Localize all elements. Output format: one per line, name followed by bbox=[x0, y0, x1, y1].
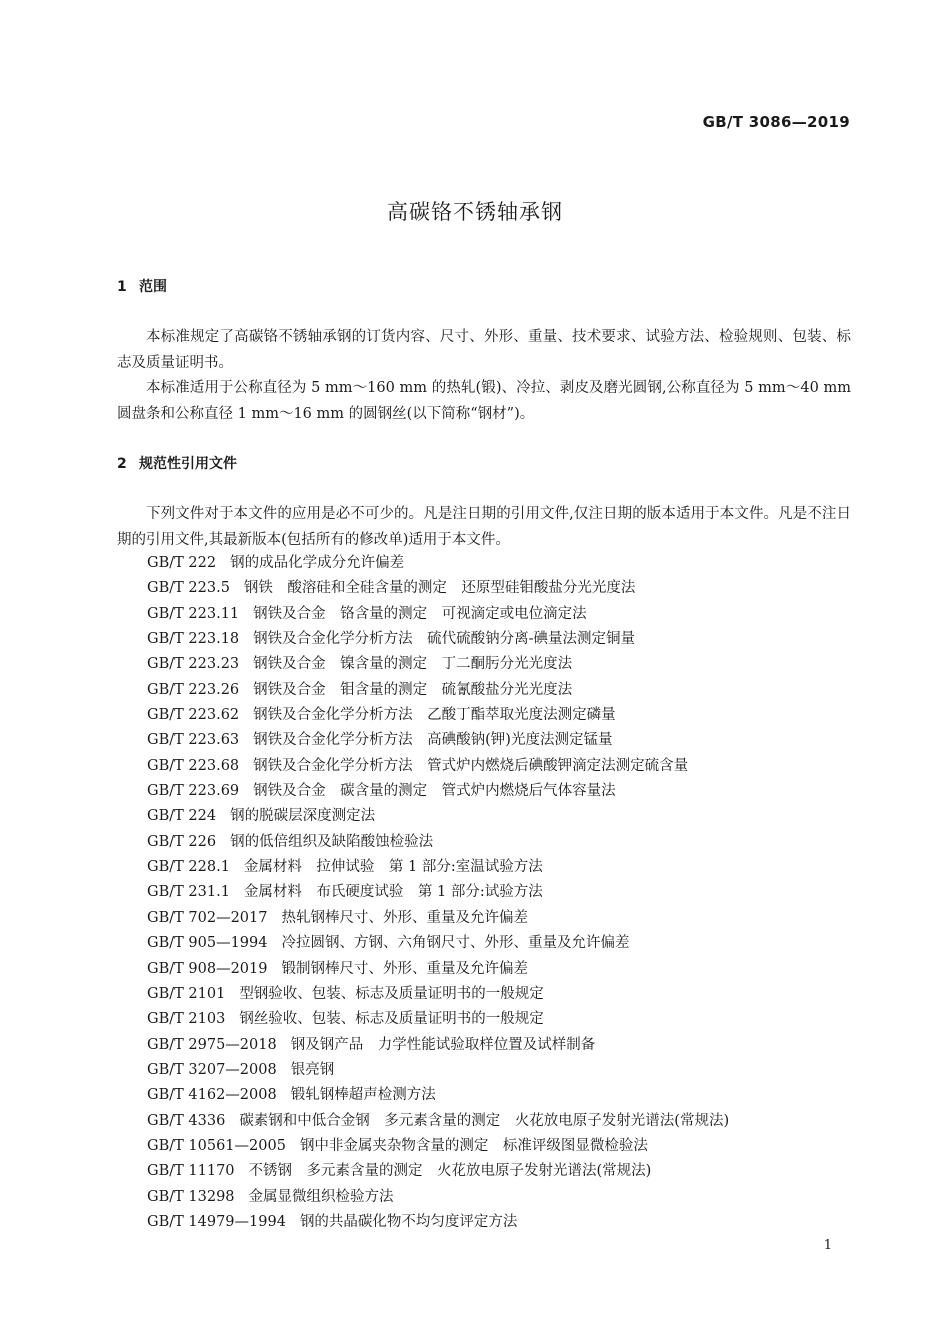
reference-code: GB/T 905—1994 bbox=[147, 935, 268, 952]
reference-item bbox=[147, 880, 729, 905]
reference-code: GB/T 4336 bbox=[147, 1112, 226, 1129]
reference-item bbox=[147, 627, 729, 652]
reference-code: GB/T 2103 bbox=[147, 1011, 226, 1028]
scope-paragraph-2: 本标准适用于公称直径为 5 mm～160 mm 的热轧(锻)、冷拉、剥皮及磨光圆钢,公称直径为 5 mm～40 mm 圆盘条和公称直径 1 mm～16 mm 的圆钢丝(以下简称“钢材”)。 bbox=[117, 380, 851, 422]
section-title: 范围 bbox=[139, 279, 167, 295]
section-heading-normative-references bbox=[117, 454, 237, 474]
section-number: 1 bbox=[117, 279, 127, 295]
reference-code: GB/T 4162—2008 bbox=[147, 1087, 277, 1104]
reference-item bbox=[147, 982, 729, 1007]
reference-title: 钢中非金属夹杂物含量的测定 标准评级图显微检验法 bbox=[299, 1137, 648, 1154]
reference-title: 型钢验收、包装、标志及质量证明书的一般规定 bbox=[239, 985, 544, 1002]
reference-code: GB/T 224 bbox=[147, 808, 217, 825]
reference-code: GB/T 231.1 bbox=[147, 884, 230, 901]
reference-code: GB/T 223.62 bbox=[147, 707, 240, 724]
reference-item bbox=[147, 728, 729, 753]
section-heading-scope bbox=[117, 277, 167, 297]
reference-title: 钢铁及合金 钼含量的测定 硫氰酸盐分光光度法 bbox=[253, 681, 573, 698]
reference-title: 锻轧钢棒超声检测方法 bbox=[290, 1087, 436, 1104]
reference-title: 钢铁及合金 碳含量的测定 管式炉内燃烧后气体容量法 bbox=[253, 783, 616, 800]
reference-title: 金属材料 拉伸试验 第 1 部分:室温试验方法 bbox=[243, 859, 543, 876]
reference-item bbox=[147, 1185, 729, 1210]
reference-code: GB/T 226 bbox=[147, 833, 217, 850]
reference-item bbox=[147, 779, 729, 804]
reference-title: 冷拉圆钢、方钢、六角钢尺寸、外形、重量及允许偏差 bbox=[281, 935, 630, 952]
reference-title: 金属材料 布氏硬度试验 第 1 部分:试验方法 bbox=[243, 884, 543, 901]
reference-code: GB/T 223.11 bbox=[147, 605, 240, 622]
reference-item bbox=[147, 754, 729, 779]
reference-item bbox=[147, 1083, 729, 1108]
reference-title: 锻制钢棒尺寸、外形、重量及允许偏差 bbox=[281, 960, 528, 977]
reference-item bbox=[147, 703, 729, 728]
reference-title: 钢铁及合金 铬含量的测定 可视滴定或电位滴定法 bbox=[253, 605, 587, 622]
reference-code: GB/T 223.18 bbox=[147, 631, 240, 648]
reference-code: GB/T 223.63 bbox=[147, 732, 240, 749]
reference-title: 钢及钢产品 力学性能试验取样位置及试样制备 bbox=[290, 1036, 596, 1053]
reference-code: GB/T 223.23 bbox=[147, 656, 240, 673]
reference-code: GB/T 2975—2018 bbox=[147, 1036, 277, 1053]
reference-title: 钢的低倍组织及缺陷酸蚀检验法 bbox=[230, 833, 434, 850]
section-number: 2 bbox=[117, 456, 127, 472]
reference-code: GB/T 13298 bbox=[147, 1188, 235, 1205]
reference-item bbox=[147, 652, 729, 677]
standard-code: GB/T 3086—2019 bbox=[702, 113, 850, 131]
reference-item bbox=[147, 906, 729, 931]
reference-item bbox=[147, 1007, 729, 1032]
reference-code: GB/T 2101 bbox=[147, 985, 226, 1002]
reference-item bbox=[147, 576, 729, 601]
reference-title: 钢铁及合金化学分析方法 硫代硫酸钠分离-碘量法测定铜量 bbox=[253, 631, 636, 648]
reference-title: 钢铁及合金化学分析方法 乙酸丁酯萃取光度法测定磷量 bbox=[253, 707, 616, 724]
reference-item bbox=[147, 551, 729, 576]
reference-item bbox=[147, 855, 729, 880]
reference-code: GB/T 702—2017 bbox=[147, 909, 268, 926]
reference-code: GB/T 10561—2005 bbox=[147, 1137, 286, 1154]
reference-title: 钢铁 酸溶硅和全硅含量的测定 还原型硅钼酸盐分光光度法 bbox=[243, 580, 636, 597]
reference-code: GB/T 223.69 bbox=[147, 783, 240, 800]
reference-title: 钢的脱碳层深度测定法 bbox=[230, 808, 376, 825]
reference-code: GB/T 908—2019 bbox=[147, 960, 268, 977]
reference-item bbox=[147, 602, 729, 627]
reference-title: 钢的成品化学成分允许偏差 bbox=[230, 555, 405, 571]
reference-title: 热轧钢棒尺寸、外形、重量及允许偏差 bbox=[281, 909, 528, 926]
reference-code: GB/T 14979—1994 bbox=[147, 1213, 286, 1230]
reference-title: 钢铁及合金化学分析方法 高碘酸钠(钾)光度法测定锰量 bbox=[253, 732, 613, 749]
reference-item bbox=[147, 1033, 729, 1058]
reference-title: 钢铁及合金化学分析方法 管式炉内燃烧后碘酸钾滴定法测定硫含量 bbox=[253, 757, 689, 774]
document-title: 高碳铬不锈轴承钢 bbox=[387, 200, 563, 224]
reference-item bbox=[147, 957, 729, 982]
reference-code: GB/T 3207—2008 bbox=[147, 1061, 277, 1078]
reference-item bbox=[147, 678, 729, 703]
reference-code: GB/T 228.1 bbox=[147, 859, 230, 876]
reference-code: GB/T 222 bbox=[147, 555, 217, 571]
references-intro-paragraph: 下列文件对于本文件的应用是必不可少的。凡是注日期的引用文件,仅注日期的版本适用于本文件。凡是不注日期的引用文件,其最新版本(包括所有的修改单)适用于本文件。 bbox=[117, 506, 851, 548]
scope-paragraph-1: 本标准规定了高碳铬不锈轴承钢的订货内容、尺寸、外形、重量、技术要求、试验方法、检验规则、包装、标志及质量证明书。 bbox=[117, 329, 851, 371]
section-title: 规范性引用文件 bbox=[139, 456, 237, 472]
reference-title: 不锈钢 多元素含量的测定 火花放电原子发射光谱法(常规法) bbox=[248, 1163, 652, 1180]
reference-code: GB/T 223.68 bbox=[147, 757, 240, 774]
reference-title: 银亮钢 bbox=[290, 1061, 335, 1078]
reference-item bbox=[147, 804, 729, 829]
reference-title: 金属显微组织检验方法 bbox=[248, 1188, 394, 1205]
reference-item bbox=[147, 1210, 729, 1235]
reference-title: 钢丝验收、包装、标志及质量证明书的一般规定 bbox=[239, 1011, 544, 1028]
reference-title: 钢铁及合金 镍含量的测定 丁二酮肟分光光度法 bbox=[253, 656, 573, 673]
reference-list bbox=[147, 551, 729, 1235]
reference-code: GB/T 11170 bbox=[147, 1163, 235, 1180]
reference-title: 钢的共晶碳化物不均匀度评定方法 bbox=[299, 1213, 518, 1230]
reference-item bbox=[147, 1058, 729, 1083]
reference-item bbox=[147, 830, 729, 855]
reference-title: 碳素钢和中低合金钢 多元素含量的测定 火花放电原子发射光谱法(常规法) bbox=[239, 1112, 730, 1129]
reference-item bbox=[147, 931, 729, 956]
page-number: 1 bbox=[823, 1238, 832, 1253]
reference-code: GB/T 223.26 bbox=[147, 681, 240, 698]
reference-code: GB/T 223.5 bbox=[147, 580, 230, 597]
reference-item bbox=[147, 1109, 729, 1134]
reference-item bbox=[147, 1134, 729, 1159]
reference-item bbox=[147, 1159, 729, 1184]
